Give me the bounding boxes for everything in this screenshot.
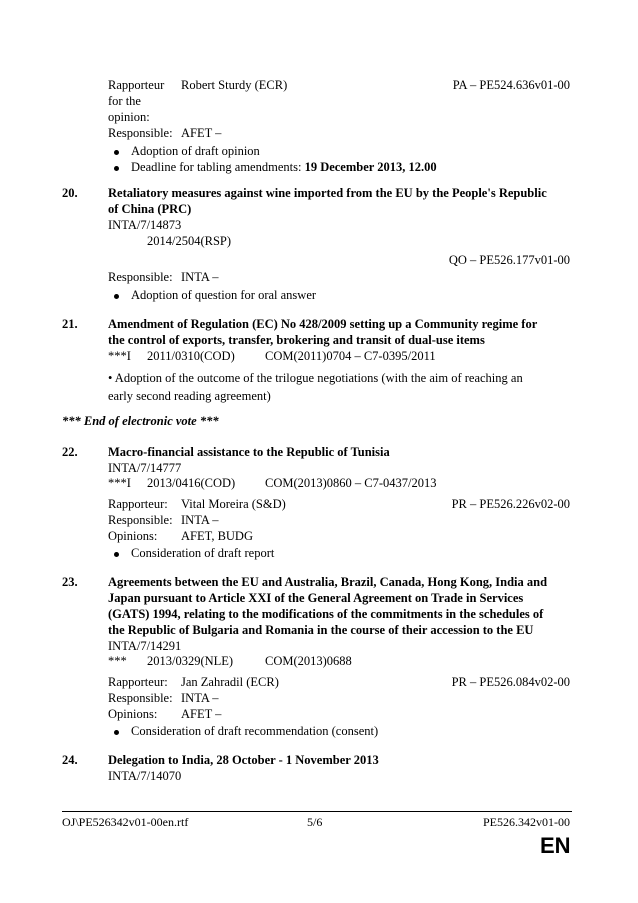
responsible-label: Responsible:: [108, 126, 173, 140]
opinions-label: Opinions:: [108, 529, 158, 543]
opinions-value: AFET –: [181, 707, 222, 721]
item-number: 22.: [62, 445, 78, 459]
opinions-label: Opinions:: [108, 707, 158, 721]
procedure-number: 2013/0416(COD): [147, 476, 236, 490]
item-title-line: (GATS) 1994, relating to the modifications of the commitments in the schedules of: [108, 607, 544, 621]
responsible-label: Responsible:: [108, 691, 173, 705]
action-item: Adoption of question for oral answer: [131, 288, 317, 302]
com-reference: COM(2013)0860 – C7-0437/2013: [265, 476, 437, 490]
item-title-line: the control of exports, transfer, brokering and transit of dual-use items: [108, 333, 485, 347]
footer-document-id: PE526.342v01-00: [483, 815, 570, 829]
rapporteur-label: Rapporteur:: [108, 497, 168, 511]
procedure-number: 2013/0329(NLE): [147, 654, 234, 668]
language-code: EN: [540, 833, 571, 858]
footer-divider: [62, 811, 572, 812]
rapporteur-name: Vital Moreira (S&D): [181, 497, 286, 511]
item-title-line: Retaliatory measures against wine imported from the EU by the People's Republic: [108, 186, 547, 200]
procedure-number: 2011/0310(COD): [147, 349, 235, 363]
item-reference: INTA/7/14291: [108, 639, 182, 653]
rapporteur-label-line-3: opinion:: [108, 110, 150, 124]
bullet-icon: [114, 294, 119, 299]
item-title-line: Agreements between the EU and Australia, Brazil, Canada, Hong Kong, India and: [108, 575, 548, 589]
procedure-type: ***: [108, 654, 127, 668]
com-reference: COM(2011)0704 – C7-0395/2011: [265, 349, 436, 363]
deadline-label: Deadline for tabling amendments:: [131, 160, 305, 174]
footer-filename: OJ\PE526342v01-00en.rtf: [62, 815, 189, 829]
document-reference: PR – PE526.084v02-00: [451, 675, 570, 689]
item-reference: INTA/7/14070: [108, 769, 182, 783]
action-item: • Adoption of the outcome of the trilogue negotiations (with the aim of reaching an: [108, 371, 523, 385]
action-item: Consideration of draft report: [131, 546, 275, 560]
procedure-type: ***I: [108, 476, 131, 490]
com-reference: COM(2013)0688: [265, 654, 352, 668]
bullet-icon: [114, 166, 119, 171]
rapporteur-label-line-2: for the: [108, 94, 141, 108]
item-number: 24.: [62, 753, 78, 767]
responsible-value: AFET –: [181, 126, 222, 140]
item-title-line: of China (PRC): [108, 202, 192, 216]
rapporteur-label: Rapporteur:: [108, 675, 168, 689]
opinions-value: AFET, BUDG: [181, 529, 253, 543]
item-title-line: Japan pursuant to Article XXI of the General Agreement on Trade in Services: [108, 591, 524, 605]
procedure-number: 2014/2504(RSP): [147, 234, 232, 248]
item-reference: INTA/7/14873: [108, 218, 182, 232]
page-number: 5/6: [307, 815, 323, 829]
item-reference: INTA/7/14777: [108, 461, 182, 475]
responsible-label: Responsible:: [108, 270, 173, 284]
document-reference: QO – PE526.177v01-00: [448, 253, 570, 267]
responsible-value: INTA –: [181, 691, 219, 705]
item-number: 20.: [62, 186, 78, 200]
item-title-line: the Republic of Bulgaria and Romania in the course of their accession to the EU: [108, 623, 534, 637]
deadline-date: 19 December 2013, 12.00: [304, 160, 437, 174]
action-item-continuation: early second reading agreement): [108, 389, 271, 403]
rapporteur-label-line-1: Rapporteur: [108, 78, 165, 92]
responsible-value: INTA –: [181, 270, 219, 284]
document-reference: PA – PE524.636v01-00: [452, 78, 570, 92]
document-reference: PR – PE526.226v02-00: [451, 497, 570, 511]
item-title: Macro-financial assistance to the Republic of Tunisia: [108, 445, 390, 459]
action-item: Consideration of draft recommendation (consent): [131, 724, 379, 738]
rapporteur-name: Robert Sturdy (ECR): [181, 78, 288, 92]
action-item: Adoption of draft opinion: [131, 144, 260, 158]
item-title-line: Amendment of Regulation (EC) No 428/2009 setting up a Community regime for: [108, 317, 538, 331]
bullet-icon: [114, 552, 119, 557]
action-item: [131, 160, 437, 175]
rapporteur-name: Jan Zahradil (ECR): [181, 675, 279, 689]
end-of-vote-marker: *** End of electronic vote ***: [62, 414, 219, 428]
responsible-label: Responsible:: [108, 513, 173, 527]
procedure-type: ***I: [108, 349, 131, 363]
responsible-value: INTA –: [181, 513, 219, 527]
item-number: 23.: [62, 575, 78, 589]
item-title: Delegation to India, 28 October - 1 November 2013: [108, 753, 379, 767]
item-number: 21.: [62, 317, 78, 331]
bullet-icon: [114, 730, 119, 735]
bullet-icon: [114, 150, 119, 155]
